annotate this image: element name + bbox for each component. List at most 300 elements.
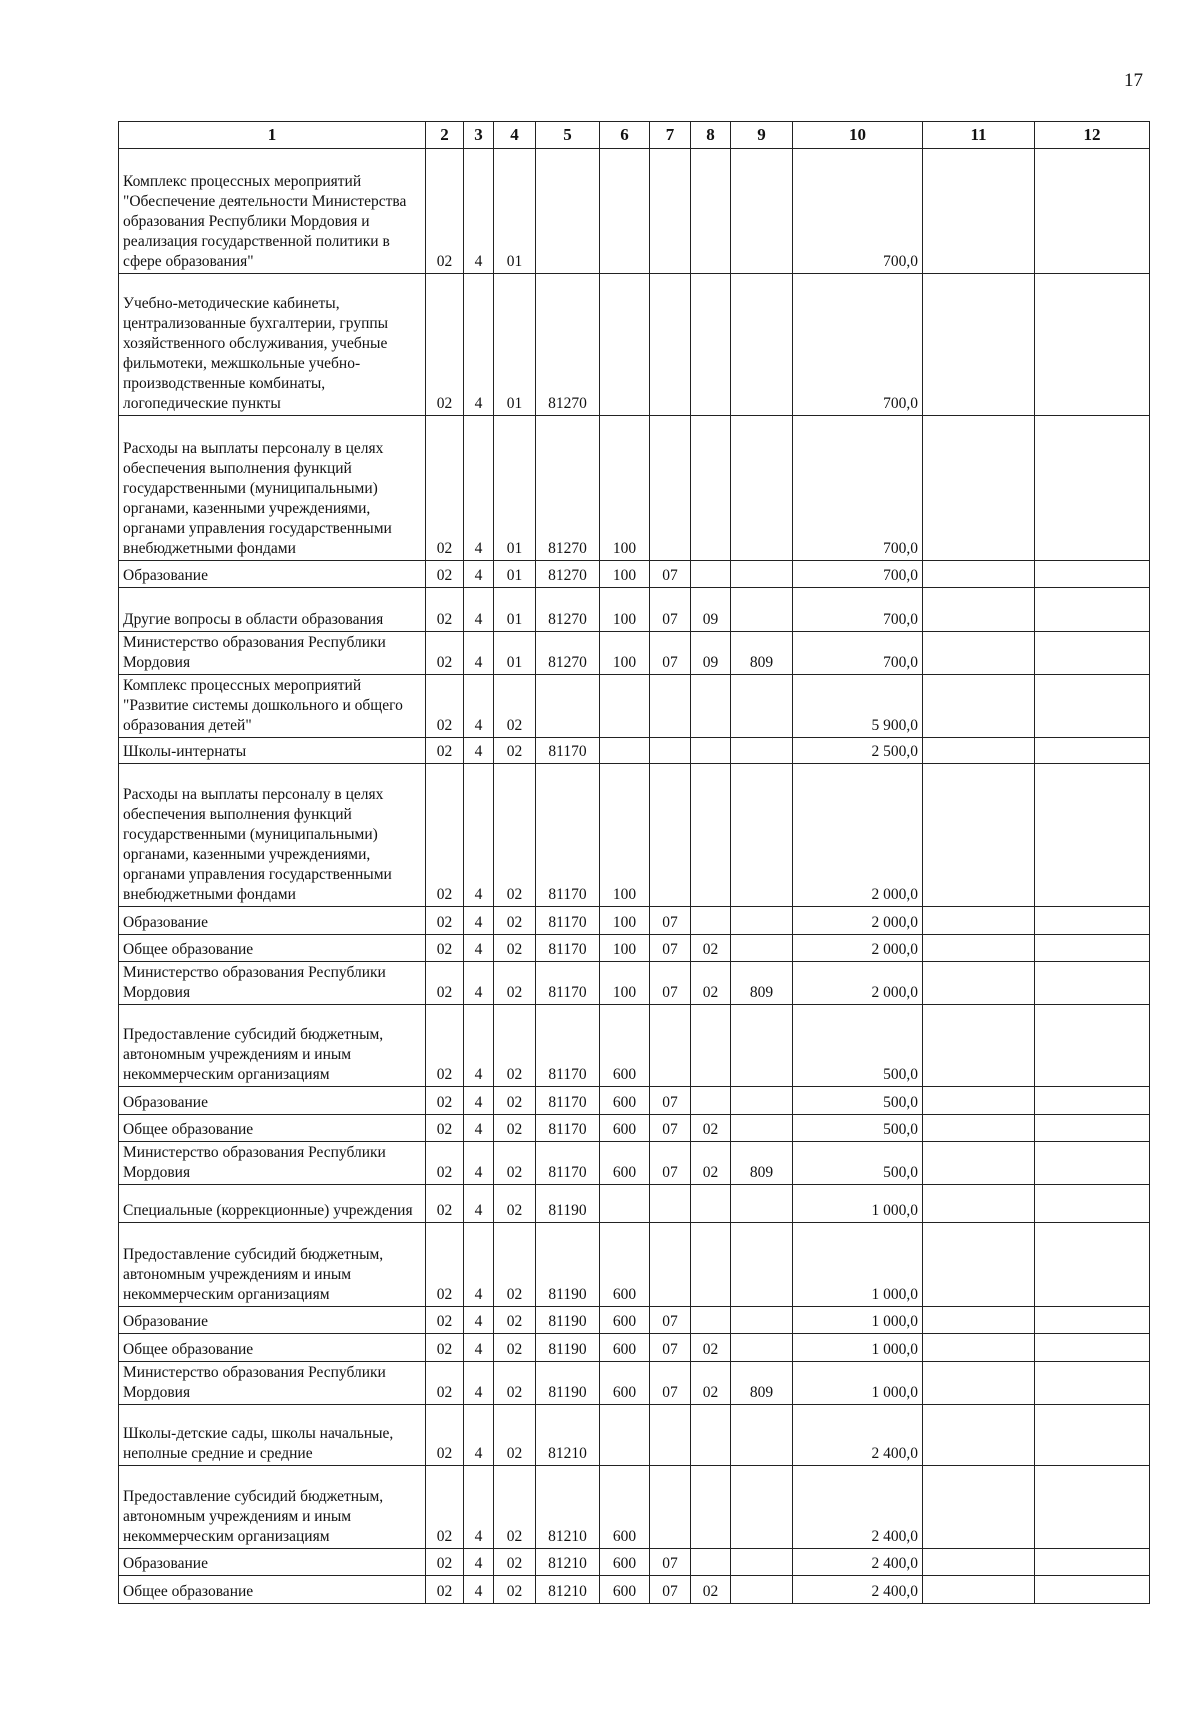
table-row xyxy=(119,1334,1150,1362)
item-name: Образование xyxy=(119,1307,426,1334)
cell-col-8 xyxy=(691,1466,731,1549)
item-name: Образование xyxy=(119,1549,426,1576)
cell-col-11 xyxy=(923,561,1035,588)
cell-col-6: 600 xyxy=(600,1549,650,1576)
column-header: 8 xyxy=(691,122,731,149)
cell-col-9 xyxy=(731,907,793,935)
cell-col-4: 02 xyxy=(494,1405,536,1466)
cell-col-12 xyxy=(1035,675,1150,738)
cell-col-2: 02 xyxy=(426,149,464,274)
cell-col-8 xyxy=(691,738,731,764)
cell-col-3: 4 xyxy=(464,274,494,416)
cell-col-3: 4 xyxy=(464,935,494,962)
cell-col-9 xyxy=(731,1005,793,1087)
cell-col-11 xyxy=(923,1307,1035,1334)
cell-col-11 xyxy=(923,1005,1035,1087)
cell-col-3: 4 xyxy=(464,675,494,738)
item-name: Комплекс процессных мероприятий "Обеспечение деятельности Министерства образования Республики Мордовия и реализация государственной политики в сфере образования" xyxy=(119,149,426,274)
cell-col-9 xyxy=(731,935,793,962)
cell-col-2: 02 xyxy=(426,1087,464,1115)
table-row xyxy=(119,1185,1150,1223)
table-row xyxy=(119,561,1150,588)
cell-col-6: 600 xyxy=(600,1087,650,1115)
cell-col-2: 02 xyxy=(426,416,464,561)
cell-col-6: 600 xyxy=(600,1005,650,1087)
cell-col-6 xyxy=(600,675,650,738)
cell-col-2: 02 xyxy=(426,588,464,632)
table-row xyxy=(119,1576,1150,1604)
column-header: 2 xyxy=(426,122,464,149)
cell-col-10: 2 500,0 xyxy=(793,738,923,764)
budget-table xyxy=(118,121,1150,1604)
cell-col-6: 100 xyxy=(600,561,650,588)
cell-col-12 xyxy=(1035,1334,1150,1362)
column-header: 11 xyxy=(923,122,1035,149)
cell-col-7: 07 xyxy=(650,1362,691,1405)
cell-col-6: 100 xyxy=(600,632,650,675)
cell-col-6: 600 xyxy=(600,1576,650,1604)
cell-col-5 xyxy=(536,675,600,738)
cell-col-9 xyxy=(731,274,793,416)
cell-col-10: 2 000,0 xyxy=(793,962,923,1005)
cell-col-2: 02 xyxy=(426,561,464,588)
cell-col-5: 81210 xyxy=(536,1576,600,1604)
cell-col-9 xyxy=(731,1405,793,1466)
table-body xyxy=(119,149,1150,1604)
page-number: 17 xyxy=(1124,70,1143,91)
item-name: Общее образование xyxy=(119,1576,426,1604)
item-name: Общее образование xyxy=(119,1115,426,1142)
table-row xyxy=(119,1405,1150,1466)
cell-col-11 xyxy=(923,1334,1035,1362)
cell-col-10: 700,0 xyxy=(793,149,923,274)
item-name: Предоставление субсидий бюджетным, автономным учреждениям и иным некоммерческим организациям xyxy=(119,1005,426,1087)
cell-col-11 xyxy=(923,1362,1035,1405)
column-header: 7 xyxy=(650,122,691,149)
cell-col-2: 02 xyxy=(426,1005,464,1087)
cell-col-8 xyxy=(691,1549,731,1576)
cell-col-6 xyxy=(600,738,650,764)
table-row xyxy=(119,1223,1150,1307)
cell-col-7: 07 xyxy=(650,1142,691,1185)
cell-col-12 xyxy=(1035,1466,1150,1549)
cell-col-5: 81210 xyxy=(536,1405,600,1466)
cell-col-11 xyxy=(923,1466,1035,1549)
cell-col-8: 02 xyxy=(691,962,731,1005)
cell-col-3: 4 xyxy=(464,764,494,907)
cell-col-11 xyxy=(923,416,1035,561)
table-row xyxy=(119,935,1150,962)
table-row xyxy=(119,1142,1150,1185)
cell-col-3: 4 xyxy=(464,561,494,588)
item-name: Учебно-методические кабинеты, централизованные бухгалтерии, группы хозяйственного обслуживания, учебные фильмотеки, межшкольные учебно-производственные комбинаты, логопедические пункты xyxy=(119,274,426,416)
cell-col-4: 02 xyxy=(494,1223,536,1307)
cell-col-12 xyxy=(1035,1362,1150,1405)
cell-col-6: 100 xyxy=(600,764,650,907)
table-row xyxy=(119,907,1150,935)
cell-col-12 xyxy=(1035,561,1150,588)
item-name: Образование xyxy=(119,561,426,588)
cell-col-5: 81270 xyxy=(536,632,600,675)
cell-col-11 xyxy=(923,1115,1035,1142)
cell-col-10: 1 000,0 xyxy=(793,1334,923,1362)
item-name: Общее образование xyxy=(119,935,426,962)
cell-col-4: 02 xyxy=(494,1576,536,1604)
cell-col-10: 2 400,0 xyxy=(793,1549,923,1576)
cell-col-6: 600 xyxy=(600,1362,650,1405)
cell-col-2: 02 xyxy=(426,1307,464,1334)
cell-col-9 xyxy=(731,764,793,907)
item-name: Расходы на выплаты персоналу в целях обеспечения выполнения функций государственными (муниципальными) органами, казенными учреждениями, органами управления государственными внебюджетными фондами xyxy=(119,764,426,907)
cell-col-3: 4 xyxy=(464,1576,494,1604)
cell-col-5: 81170 xyxy=(536,738,600,764)
cell-col-3: 4 xyxy=(464,1334,494,1362)
cell-col-11 xyxy=(923,1576,1035,1604)
cell-col-9: 809 xyxy=(731,1362,793,1405)
column-header: 1 xyxy=(119,122,426,149)
column-header: 10 xyxy=(793,122,923,149)
cell-col-5: 81170 xyxy=(536,1115,600,1142)
cell-col-4: 02 xyxy=(494,907,536,935)
cell-col-7: 07 xyxy=(650,1576,691,1604)
cell-col-5: 81170 xyxy=(536,935,600,962)
cell-col-12 xyxy=(1035,274,1150,416)
cell-col-5 xyxy=(536,149,600,274)
cell-col-9 xyxy=(731,588,793,632)
item-name: Школы-детские сады, школы начальные, неполные средние и средние xyxy=(119,1405,426,1466)
column-header: 5 xyxy=(536,122,600,149)
cell-col-12 xyxy=(1035,1223,1150,1307)
cell-col-12 xyxy=(1035,1405,1150,1466)
table-row xyxy=(119,416,1150,561)
cell-col-4: 02 xyxy=(494,1362,536,1405)
cell-col-6 xyxy=(600,1405,650,1466)
cell-col-9: 809 xyxy=(731,1142,793,1185)
cell-col-2: 02 xyxy=(426,1362,464,1405)
cell-col-10: 2 400,0 xyxy=(793,1576,923,1604)
cell-col-11 xyxy=(923,1405,1035,1466)
cell-col-10: 500,0 xyxy=(793,1115,923,1142)
cell-col-8: 02 xyxy=(691,1362,731,1405)
cell-col-3: 4 xyxy=(464,1362,494,1405)
cell-col-8: 09 xyxy=(691,588,731,632)
cell-col-3: 4 xyxy=(464,588,494,632)
cell-col-6: 600 xyxy=(600,1142,650,1185)
cell-col-12 xyxy=(1035,764,1150,907)
cell-col-4: 01 xyxy=(494,416,536,561)
cell-col-8: 09 xyxy=(691,632,731,675)
cell-col-12 xyxy=(1035,588,1150,632)
cell-col-9 xyxy=(731,738,793,764)
cell-col-10: 5 900,0 xyxy=(793,675,923,738)
cell-col-3: 4 xyxy=(464,1185,494,1223)
cell-col-3: 4 xyxy=(464,738,494,764)
cell-col-12 xyxy=(1035,416,1150,561)
cell-col-5: 81190 xyxy=(536,1307,600,1334)
cell-col-9 xyxy=(731,1307,793,1334)
table-row xyxy=(119,675,1150,738)
item-name: Общее образование xyxy=(119,1334,426,1362)
table-row xyxy=(119,1307,1150,1334)
cell-col-11 xyxy=(923,632,1035,675)
cell-col-7: 07 xyxy=(650,962,691,1005)
table-row xyxy=(119,632,1150,675)
cell-col-2: 02 xyxy=(426,1142,464,1185)
cell-col-6: 100 xyxy=(600,935,650,962)
cell-col-5: 81170 xyxy=(536,1142,600,1185)
cell-col-10: 700,0 xyxy=(793,416,923,561)
cell-col-2: 02 xyxy=(426,675,464,738)
item-name: Специальные (коррекционные) учреждения xyxy=(119,1185,426,1223)
item-name: Предоставление субсидий бюджетным, автономным учреждениям и иным некоммерческим организациям xyxy=(119,1466,426,1549)
cell-col-10: 1 000,0 xyxy=(793,1307,923,1334)
cell-col-4: 01 xyxy=(494,632,536,675)
cell-col-12 xyxy=(1035,1185,1150,1223)
cell-col-5: 81210 xyxy=(536,1466,600,1549)
cell-col-12 xyxy=(1035,738,1150,764)
cell-col-9 xyxy=(731,1466,793,1549)
cell-col-10: 500,0 xyxy=(793,1142,923,1185)
cell-col-5: 81270 xyxy=(536,274,600,416)
table-row xyxy=(119,764,1150,907)
cell-col-7: 07 xyxy=(650,907,691,935)
cell-col-7: 07 xyxy=(650,561,691,588)
cell-col-9 xyxy=(731,149,793,274)
cell-col-9 xyxy=(731,561,793,588)
cell-col-2: 02 xyxy=(426,1549,464,1576)
cell-col-3: 4 xyxy=(464,1307,494,1334)
cell-col-6: 600 xyxy=(600,1334,650,1362)
column-header: 9 xyxy=(731,122,793,149)
cell-col-3: 4 xyxy=(464,632,494,675)
cell-col-10: 700,0 xyxy=(793,274,923,416)
cell-col-2: 02 xyxy=(426,1576,464,1604)
cell-col-4: 02 xyxy=(494,1142,536,1185)
cell-col-5: 81190 xyxy=(536,1185,600,1223)
cell-col-6 xyxy=(600,274,650,416)
cell-col-7: 07 xyxy=(650,588,691,632)
cell-col-8 xyxy=(691,149,731,274)
cell-col-8 xyxy=(691,907,731,935)
cell-col-3: 4 xyxy=(464,1466,494,1549)
cell-col-8 xyxy=(691,1307,731,1334)
cell-col-8 xyxy=(691,274,731,416)
cell-col-4: 02 xyxy=(494,675,536,738)
cell-col-11 xyxy=(923,675,1035,738)
cell-col-9 xyxy=(731,1549,793,1576)
cell-col-4: 02 xyxy=(494,1087,536,1115)
column-header: 4 xyxy=(494,122,536,149)
cell-col-5: 81210 xyxy=(536,1549,600,1576)
cell-col-8 xyxy=(691,764,731,907)
cell-col-9 xyxy=(731,1115,793,1142)
cell-col-5: 81170 xyxy=(536,907,600,935)
cell-col-11 xyxy=(923,738,1035,764)
cell-col-5: 81170 xyxy=(536,1087,600,1115)
item-name: Расходы на выплаты персоналу в целях обеспечения выполнения функций государственными (муниципальными) органами, казенными учреждениями, органами управления государственными внебюджетными фондами xyxy=(119,416,426,561)
cell-col-2: 02 xyxy=(426,738,464,764)
cell-col-6: 600 xyxy=(600,1223,650,1307)
item-name: Другие вопросы в области образования xyxy=(119,588,426,632)
cell-col-7 xyxy=(650,416,691,561)
cell-col-12 xyxy=(1035,935,1150,962)
column-header: 6 xyxy=(600,122,650,149)
cell-col-4: 02 xyxy=(494,738,536,764)
cell-col-5: 81170 xyxy=(536,764,600,907)
cell-col-12 xyxy=(1035,1005,1150,1087)
cell-col-8 xyxy=(691,1185,731,1223)
cell-col-7: 07 xyxy=(650,1334,691,1362)
cell-col-12 xyxy=(1035,1549,1150,1576)
cell-col-7: 07 xyxy=(650,632,691,675)
cell-col-6 xyxy=(600,1185,650,1223)
cell-col-7 xyxy=(650,1185,691,1223)
table-row xyxy=(119,738,1150,764)
item-name: Школы-интернаты xyxy=(119,738,426,764)
cell-col-7: 07 xyxy=(650,935,691,962)
cell-col-12 xyxy=(1035,149,1150,274)
table-header-row xyxy=(119,122,1150,149)
cell-col-5: 81170 xyxy=(536,1005,600,1087)
cell-col-8 xyxy=(691,1087,731,1115)
cell-col-10: 500,0 xyxy=(793,1005,923,1087)
cell-col-3: 4 xyxy=(464,962,494,1005)
cell-col-8 xyxy=(691,1005,731,1087)
cell-col-5: 81270 xyxy=(536,561,600,588)
cell-col-8 xyxy=(691,1223,731,1307)
cell-col-12 xyxy=(1035,1576,1150,1604)
cell-col-8 xyxy=(691,561,731,588)
cell-col-2: 02 xyxy=(426,632,464,675)
cell-col-4: 02 xyxy=(494,935,536,962)
cell-col-3: 4 xyxy=(464,416,494,561)
cell-col-6: 600 xyxy=(600,1307,650,1334)
cell-col-9: 809 xyxy=(731,962,793,1005)
cell-col-11 xyxy=(923,907,1035,935)
cell-col-6: 100 xyxy=(600,588,650,632)
cell-col-11 xyxy=(923,149,1035,274)
cell-col-5: 81190 xyxy=(536,1223,600,1307)
cell-col-11 xyxy=(923,764,1035,907)
cell-col-12 xyxy=(1035,907,1150,935)
cell-col-4: 02 xyxy=(494,1185,536,1223)
cell-col-11 xyxy=(923,935,1035,962)
cell-col-2: 02 xyxy=(426,962,464,1005)
cell-col-4: 01 xyxy=(494,561,536,588)
cell-col-2: 02 xyxy=(426,1115,464,1142)
cell-col-7: 07 xyxy=(650,1307,691,1334)
cell-col-7 xyxy=(650,1405,691,1466)
cell-col-8 xyxy=(691,675,731,738)
cell-col-11 xyxy=(923,1087,1035,1115)
column-header: 3 xyxy=(464,122,494,149)
cell-col-9 xyxy=(731,675,793,738)
cell-col-7: 07 xyxy=(650,1549,691,1576)
cell-col-4: 02 xyxy=(494,1549,536,1576)
cell-col-3: 4 xyxy=(464,907,494,935)
cell-col-10: 1 000,0 xyxy=(793,1185,923,1223)
cell-col-9 xyxy=(731,1223,793,1307)
cell-col-12 xyxy=(1035,1115,1150,1142)
cell-col-2: 02 xyxy=(426,274,464,416)
table-row xyxy=(119,962,1150,1005)
cell-col-2: 02 xyxy=(426,907,464,935)
cell-col-10: 700,0 xyxy=(793,588,923,632)
cell-col-4: 02 xyxy=(494,1115,536,1142)
column-header: 12 xyxy=(1035,122,1150,149)
cell-col-12 xyxy=(1035,1142,1150,1185)
item-name: Предоставление субсидий бюджетным, автономным учреждениям и иным некоммерческим организациям xyxy=(119,1223,426,1307)
cell-col-9 xyxy=(731,416,793,561)
item-name: Образование xyxy=(119,1087,426,1115)
cell-col-8: 02 xyxy=(691,1576,731,1604)
cell-col-3: 4 xyxy=(464,1115,494,1142)
cell-col-5: 81270 xyxy=(536,416,600,561)
cell-col-11 xyxy=(923,274,1035,416)
cell-col-4: 02 xyxy=(494,962,536,1005)
cell-col-10: 1 000,0 xyxy=(793,1223,923,1307)
cell-col-6: 100 xyxy=(600,962,650,1005)
cell-col-11 xyxy=(923,1223,1035,1307)
cell-col-3: 4 xyxy=(464,1405,494,1466)
table-row xyxy=(119,1362,1150,1405)
table-row xyxy=(119,1115,1150,1142)
table-row xyxy=(119,588,1150,632)
cell-col-5: 81190 xyxy=(536,1362,600,1405)
cell-col-8: 02 xyxy=(691,1115,731,1142)
item-name: Комплекс процессных мероприятий "Развитие системы дошкольного и общего образования детей" xyxy=(119,675,426,738)
cell-col-10: 700,0 xyxy=(793,561,923,588)
cell-col-6: 100 xyxy=(600,907,650,935)
cell-col-7: 07 xyxy=(650,1087,691,1115)
table-row xyxy=(119,1466,1150,1549)
cell-col-10: 2 000,0 xyxy=(793,935,923,962)
cell-col-12 xyxy=(1035,962,1150,1005)
cell-col-9: 809 xyxy=(731,632,793,675)
cell-col-6: 600 xyxy=(600,1115,650,1142)
cell-col-4: 02 xyxy=(494,764,536,907)
cell-col-7 xyxy=(650,738,691,764)
cell-col-9 xyxy=(731,1576,793,1604)
table-row xyxy=(119,1005,1150,1087)
cell-col-8 xyxy=(691,1405,731,1466)
cell-col-8: 02 xyxy=(691,935,731,962)
cell-col-2: 02 xyxy=(426,1334,464,1362)
cell-col-6: 600 xyxy=(600,1466,650,1549)
cell-col-3: 4 xyxy=(464,149,494,274)
cell-col-4: 02 xyxy=(494,1307,536,1334)
cell-col-11 xyxy=(923,588,1035,632)
item-name: Министерство образования Республики Мордовия xyxy=(119,1142,426,1185)
cell-col-7 xyxy=(650,274,691,416)
item-name: Министерство образования Республики Мордовия xyxy=(119,962,426,1005)
cell-col-2: 02 xyxy=(426,764,464,907)
table-row xyxy=(119,149,1150,274)
cell-col-11 xyxy=(923,962,1035,1005)
item-name: Министерство образования Республики Мордовия xyxy=(119,1362,426,1405)
item-name: Образование xyxy=(119,907,426,935)
cell-col-9 xyxy=(731,1185,793,1223)
cell-col-10: 1 000,0 xyxy=(793,1362,923,1405)
cell-col-7 xyxy=(650,1005,691,1087)
cell-col-10: 2 000,0 xyxy=(793,764,923,907)
cell-col-2: 02 xyxy=(426,1405,464,1466)
cell-col-7 xyxy=(650,149,691,274)
cell-col-4: 02 xyxy=(494,1005,536,1087)
cell-col-4: 01 xyxy=(494,588,536,632)
cell-col-12 xyxy=(1035,632,1150,675)
cell-col-11 xyxy=(923,1185,1035,1223)
